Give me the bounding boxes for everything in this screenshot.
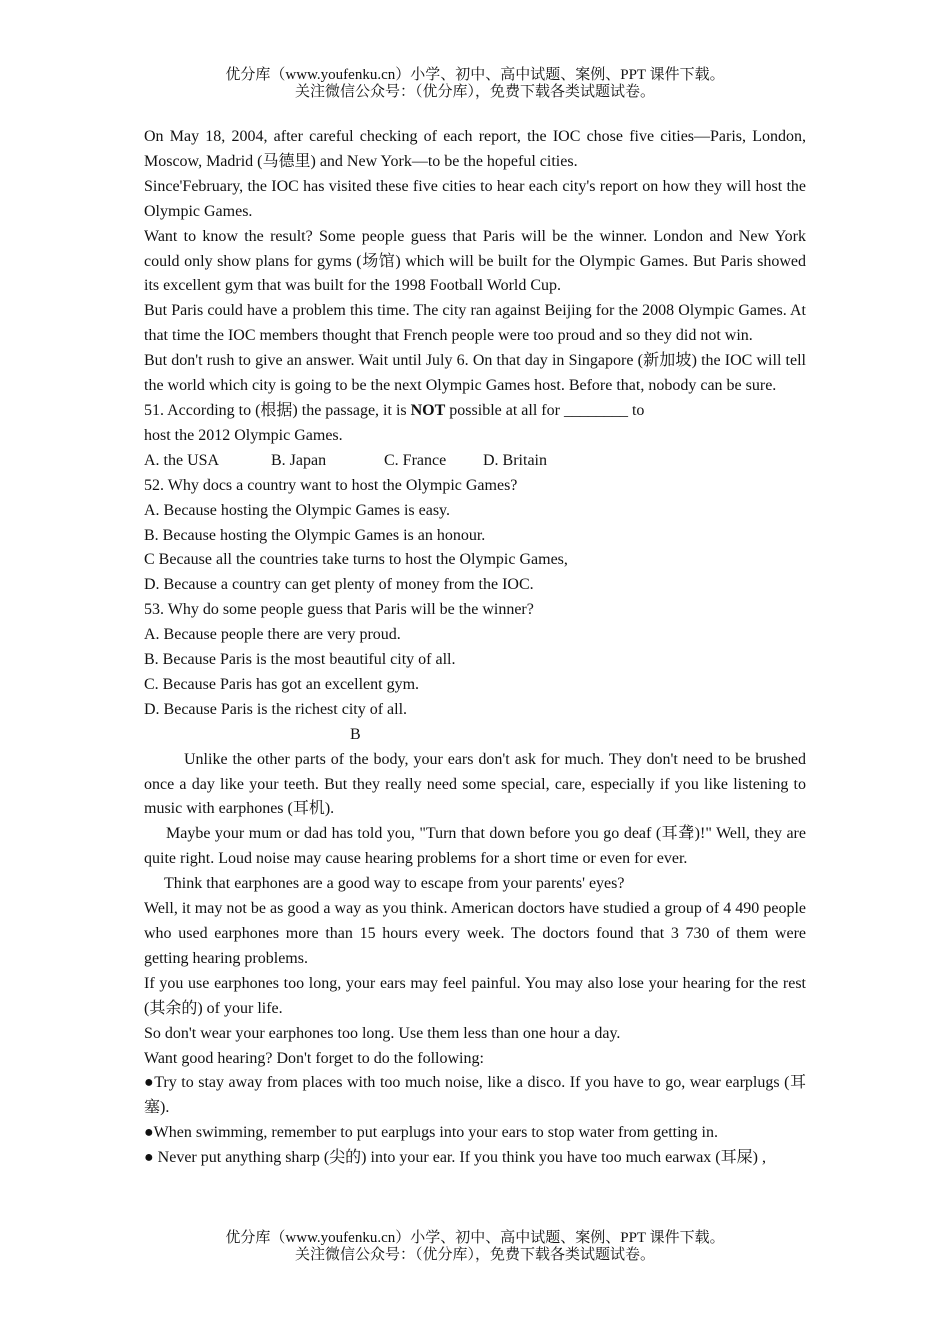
section-b-bullet-2: ●When swimming, remember to put earplugs into your ears to stop water from getting in. bbox=[144, 1124, 718, 1142]
passage-a-paragraph-2: Since'February, the IOC has visited these five cities to hear each city's report on how they will host the Olympic Games. bbox=[144, 177, 806, 220]
question-51-stem-pre: 51. According to (根据) the passage, it is bbox=[144, 401, 411, 419]
question-53-option-b: B. Because Paris is the most beautiful city of all. bbox=[144, 651, 456, 669]
question-51-option-b: B. Japan bbox=[271, 451, 327, 469]
question-52-stem: 52. Why docs a country want to host the Olympic Games? bbox=[144, 476, 518, 494]
passage-a-paragraph-4: But Paris could have a problem this time. The city ran against Beijing for the 2008 Olympic Games. At that time the IOC members thought that French people were too proud and so they did not win. bbox=[144, 302, 806, 345]
question-51-stem-line-2: host the 2012 Olympic Games. bbox=[144, 426, 343, 444]
question-53-option-c: C. Because Paris has got an excellent gym. bbox=[144, 675, 420, 693]
section-b-paragraph-6: So don't wear your earphones too long. Use them less than one hour a day. bbox=[144, 1024, 621, 1042]
question-51-options bbox=[144, 449, 806, 474]
question-52-option-d: D. Because a country can get plenty of money from the IOC. bbox=[144, 576, 534, 594]
document-body bbox=[144, 125, 806, 1171]
passage-a-paragraph-3: Want to know the result? Some people guess that Paris will be the winner. London and New York could only show plans for gyms (场馆) which will be built for the Olympic Games. But Paris showed its excellent gym that was built for the 1998 Football World Cup. bbox=[144, 227, 806, 295]
question-53-stem: 53. Why do some people guess that Paris will be the winner? bbox=[144, 601, 534, 619]
question-53-option-a: A. Because people there are very proud. bbox=[144, 626, 401, 644]
question-51-option-c: C. France bbox=[384, 451, 447, 469]
section-b-paragraph-7: Want good hearing? Don't forget to do the following: bbox=[144, 1049, 484, 1067]
question-52-option-b: B. Because hosting the Olympic Games is an honour. bbox=[144, 526, 486, 544]
header-line-1: 优分库（www.youfenku.cn）小学、初中、高中试题、案例、PPT 课件下载。 bbox=[225, 67, 725, 83]
footer-line-1: 优分库（www.youfenku.cn）小学、初中、高中试题、案例、PPT 课件下载。 bbox=[225, 1230, 725, 1246]
section-b-label: B bbox=[350, 725, 361, 743]
section-b-paragraph-4: Well, it may not be as good a way as you think. American doctors have studied a group of 4 490 people who used earphones more than 15 hours every week. The doctors found that 3 730 of them were getting hearing problems. bbox=[144, 900, 806, 967]
page-footer bbox=[0, 1230, 950, 1264]
footer-line-2: 关注微信公众号：（优分库），免费下载各类试题试卷。 bbox=[294, 1247, 655, 1263]
question-51-option-d: D. Britain bbox=[483, 451, 547, 469]
question-52-option-a: A. Because hosting the Olympic Games is easy. bbox=[144, 501, 451, 519]
question-53-option-d: D. Because Paris is the richest city of all. bbox=[144, 700, 408, 718]
section-b-paragraph-5: If you use earphones too long, your ears may feel painful. You may also lose your hearing for the rest (其余的) of your life. bbox=[144, 974, 806, 1017]
section-b-paragraph-1: Unlike the other parts of the body, your ears don't ask for much. They don't need to be brushed once a day like your teeth. But they really need some special, care, especially if you like listening to music with earphones (耳机). bbox=[144, 750, 806, 818]
page-header bbox=[0, 67, 950, 101]
passage-a-paragraph-5: But don't rush to give an answer. Wait until July 6. On that day in Singapore (新加坡) the IOC will tell the world which city is going to be the next Olympic Games host. Before that, nobody can be sure. bbox=[144, 352, 806, 395]
question-51-stem-post: possible at all for ________ to bbox=[445, 401, 645, 419]
passage-a-paragraph-1: On May 18, 2004, after careful checking of each report, the IOC chose five cities—Paris, London, Moscow, Madrid (马德里) and New York—to be the hopeful cities. bbox=[144, 128, 806, 170]
question-52-option-c: C Because all the countries take turns to host the Olympic Games, bbox=[144, 551, 568, 569]
section-b-paragraph-2: Maybe your mum or dad has told you, "Turn that down before you go deaf (耳聋)!" Well, they are quite right. Loud noise may cause hearing problems for a short time or even for ever. bbox=[144, 825, 806, 868]
section-b-bullet-3: ● Never put anything sharp (尖的) into your ear. If you think you have too much earwax (耳屎) , bbox=[144, 1149, 766, 1167]
header-line-2: 关注微信公众号：（优分库），免费下载各类试题试卷。 bbox=[294, 84, 655, 100]
section-b-bullet-1: ●Try to stay away from places with too much noise, like a disco. If you have to go, wear earplugs (耳塞). bbox=[144, 1074, 806, 1117]
question-51-stem-bold: NOT bbox=[410, 401, 446, 419]
section-b-paragraph-3: Think that earphones are a good way to escape from your parents' eyes? bbox=[164, 875, 625, 893]
question-51-stem bbox=[144, 399, 806, 424]
question-51-option-a: A. the USA bbox=[144, 451, 220, 469]
